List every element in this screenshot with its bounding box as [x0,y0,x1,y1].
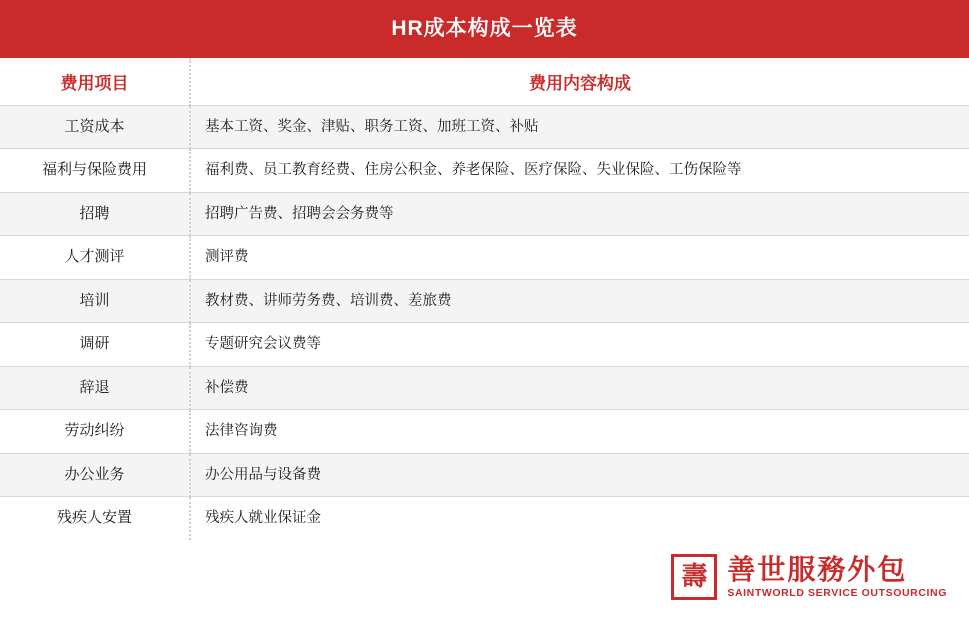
cell-item: 辞退 [0,366,190,409]
table-row [0,192,969,235]
cell-item: 调研 [0,323,190,366]
cell-item: 培训 [0,279,190,322]
cell-content: 办公用品与设备费 [190,453,969,496]
table-row [0,149,969,192]
page-title: HR成本构成一览表 [0,0,969,58]
logo-name-cn: 善世服務外包 [727,553,908,587]
cell-content: 专题研究会议费等 [190,323,969,366]
cell-content: 法律咨询费 [190,410,969,453]
table-row [0,236,969,279]
table-row [0,410,969,453]
cell-content: 招聘广告费、招聘会会务费等 [190,192,969,235]
table-row [0,366,969,409]
cell-content: 基本工资、奖金、津贴、职务工资、加班工资、补贴 [190,106,969,149]
cell-content: 教材费、讲师劳务费、培训费、差旅费 [190,279,969,322]
cell-content: 福利费、员工教育经费、住房公积金、养老保险、医疗保险、失业保险、工伤保险等 [190,149,969,192]
company-logo [671,554,947,600]
table-row [0,497,969,540]
table-header-row [0,58,969,106]
table-row [0,453,969,496]
cell-content: 残疾人就业保证金 [190,497,969,540]
table-row [0,279,969,322]
cell-item: 工资成本 [0,106,190,149]
cell-item: 福利与保险费用 [0,149,190,192]
cell-item: 招聘 [0,192,190,235]
table-row [0,106,969,149]
column-header-item: 费用项目 [0,58,190,106]
cell-item: 残疾人安置 [0,497,190,540]
logo-name-en: SAINTWORLD SERVICE OUTSOURCING [727,586,947,599]
table-body [0,106,969,540]
seal-icon: 壽 [671,554,717,600]
cell-item: 人才测评 [0,236,190,279]
cell-content: 补偿费 [190,366,969,409]
table-header [0,58,969,106]
table-row [0,323,969,366]
cell-item: 办公业务 [0,453,190,496]
cell-content: 测评费 [190,236,969,279]
hr-cost-table [0,58,969,540]
logo-text [727,555,947,598]
column-header-content: 费用内容构成 [190,58,969,106]
cell-item: 劳动纠纷 [0,410,190,453]
